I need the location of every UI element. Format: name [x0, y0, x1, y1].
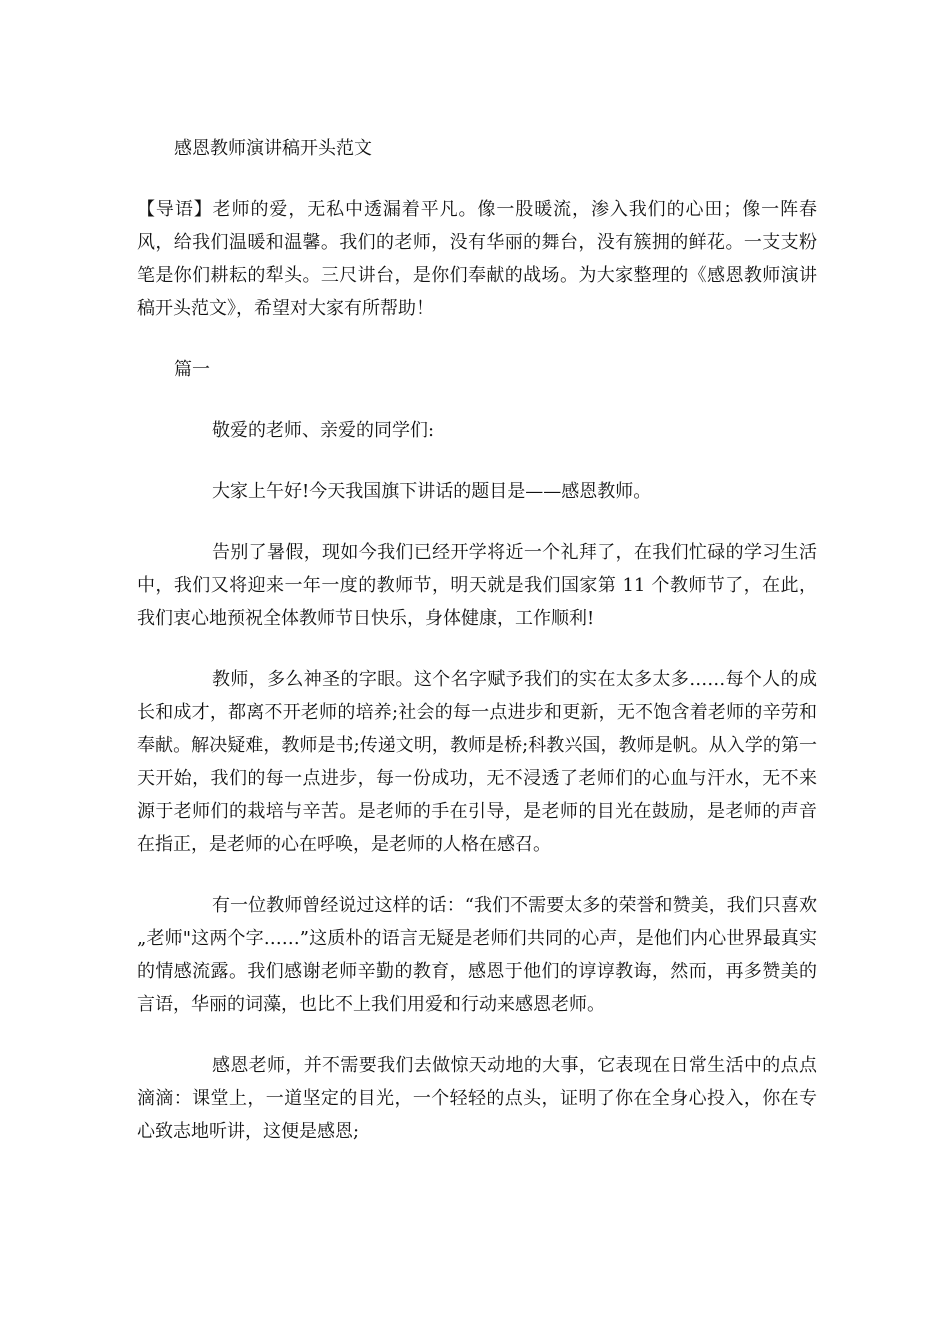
- body-paragraph-1: 大家上午好!今天我国旗下讲话的题目是——感恩教师。: [212, 481, 652, 502]
- document-body: [137, 133, 817, 1176]
- document-title: 感恩教师演讲稿开头范文: [174, 138, 372, 159]
- body-paragraph-2: 告别了暑假，现如今我们已经开学将近一个礼拜了，在我们忙碌的学习生活中，我们又将迎来一年一度的教师节，明天就是我们国家第 11 个教师节了，在此，我们衷心地预祝全体教师节日快乐，身体健康，工作顺利!: [137, 542, 817, 629]
- salutation: 敬爱的老师、亲爱的同学们:: [212, 420, 435, 441]
- body-paragraph-5: 感恩老师，并不需要我们去做惊天动地的大事，它表现在日常生活中的点点滴滴：课堂上，一道坚定的目光，一个轻轻的点头，证明了你在全身心投入，你在专心致志地听讲，这便是感恩;: [137, 1055, 817, 1142]
- section-label: 篇一: [174, 359, 210, 380]
- body-paragraph-4: 有一位教师曾经说过这样的话：“我们不需要太多的荣誉和赞美，我们只喜欢„老师"这两个字……”这质朴的语言无疑是老师们共同的心声，是他们内心世界最真实的情感流露。我们感谢老师辛勤的教育，感恩于他们的谆谆教诲，然而，再多赞美的言语，华丽的词藻，也比不上我们用爱和行动来感恩老师。: [137, 895, 817, 1015]
- intro-paragraph: 【导语】老师的爱，无私中透漏着平凡。像一股暖流，渗入我们的心田；像一阵春风，给我们温暖和温馨。我们的老师，没有华丽的舞台，没有簇拥的鲜花。一支支粉笔是你们耕耘的犁头。三尺讲台，是你们奉献的战场。为大家整理的《感恩教师演讲稿开头范文》，希望对大家有所帮助！: [137, 199, 817, 319]
- body-paragraph-3: 教师，多么神圣的字眼。这个名字赋予我们的实在太多太多……每个人的成长和成才，都离不开老师的培养;社会的每一点进步和更新，无不饱含着老师的辛劳和奉献。解决疑难，教师是书;传递文明，教师是桥;科教兴国，教师是帆。从入学的第一天开始，我们的每一点进步，每一份成功，无不浸透了老师们的心血与汗水，无不来源于老师们的栽培与辛苦。是老师的手在引导，是老师的目光在鼓励，是老师的声音在指正，是老师的心在呼唤，是老师的人格在感召。: [137, 669, 817, 855]
